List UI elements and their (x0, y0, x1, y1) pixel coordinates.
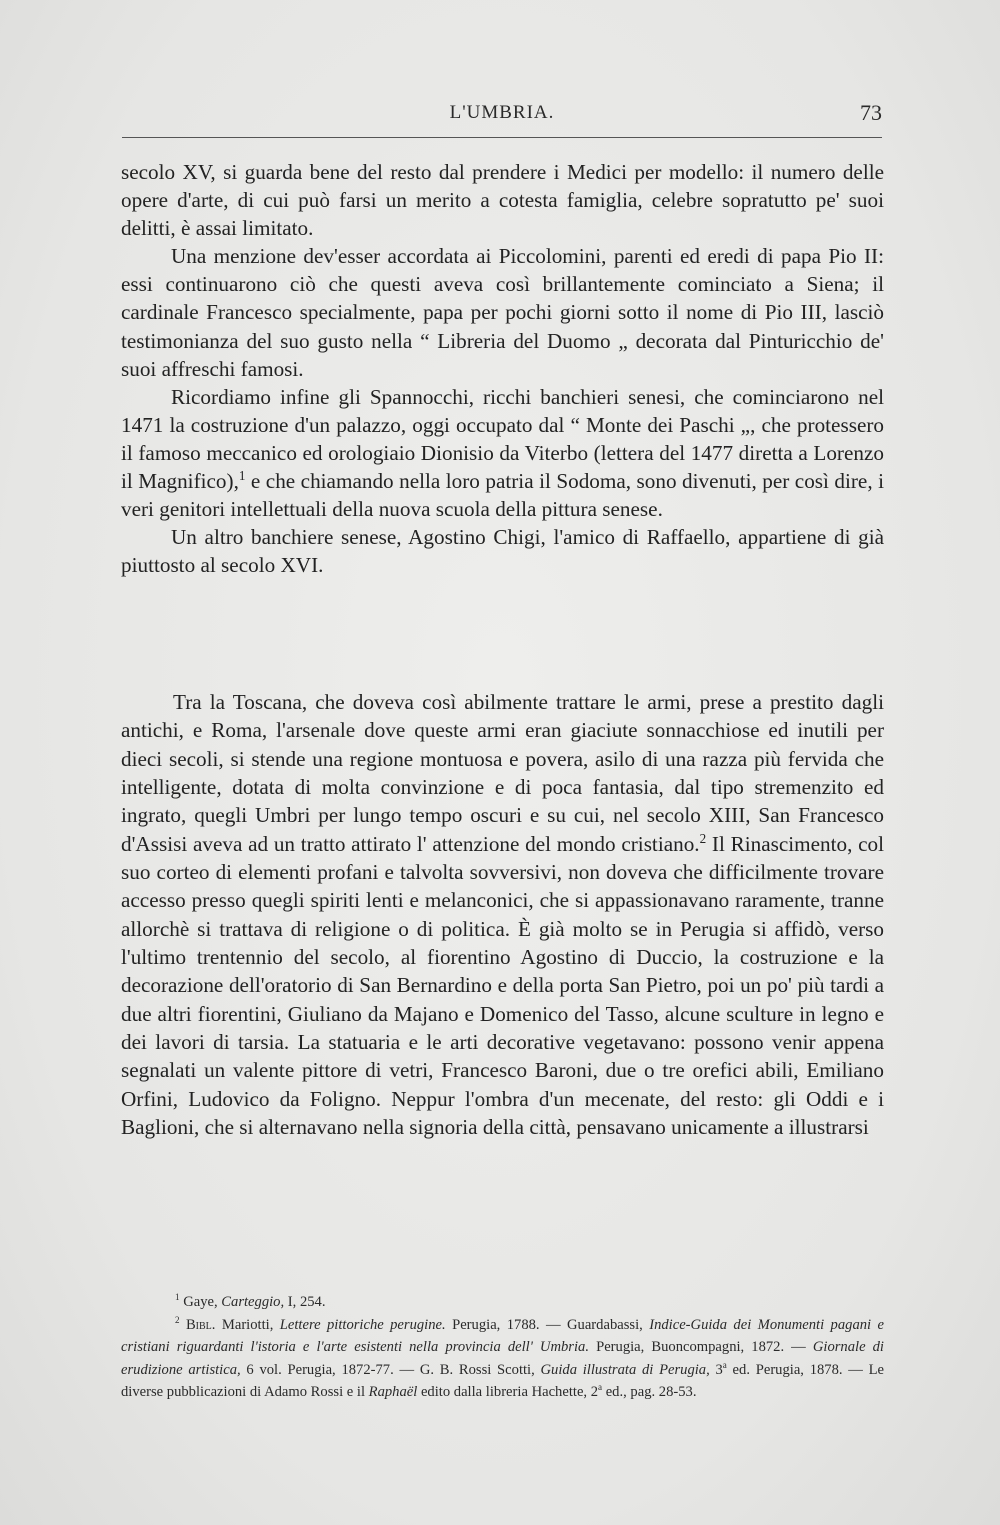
paragraph-text: Il Rinascimento, col suo corteo di elementi profani e talvolta sovversivi, non doveva che difficilmente trovare accesso presso quegli spiriti lenti e melanconici, che si appassionavano raramente, tranne allorchè si trattava di religione o di politica. È già molto se in Perugia si affidò, verso l'ultimo trentennio del secolo, al fiorentino Agostino di Duccio, la costruzione e la decorazione dell'oratorio di San Bernardino e della porta San Pietro, poi un po' più tardi a due altri fiorentini, Giuliano da Majano e Domenico del Tasso, alcune sculture in legno e dei lavori di tarsia. La statuaria e le arti decorative vegetavano: possono venir appena segnalati un valente pittore di vetri, Francesco Baroni, due o tre orefici abili, Emiliano Orfini, Ludovico da Foligno. Neppur l'ombra d'un mecenate, del resto: gli Oddi e i Baglioni, che si alternavano nella signoria della città, pensavano unicamente a illustrarsi (121, 831, 885, 1140)
footnote-text: 3 (709, 1361, 723, 1378)
footnote-title: Lettere pittoriche perugine. (279, 1316, 446, 1333)
footnote-ref: 1 (238, 467, 246, 483)
running-title: L'UMBRIA. (449, 102, 555, 123)
footnote-2 (121, 1314, 884, 1404)
umbria-section (121, 688, 884, 1142)
footnote-text: Perugia, 1788. — Guardabassi, (445, 1316, 650, 1333)
paragraph-umbria (121, 688, 884, 1142)
footnote-text: ed. Perugia, 1878. — Le diverse pubblicazioni di Adamo Rossi e il (121, 1361, 884, 1400)
page-number: 73 (860, 100, 882, 125)
footnote-title: Indice-Guida dei Monumenti pagani e cristiani riguardanti l'istoria e l'arte esistenti nella provincia dell' Umbria. (121, 1316, 884, 1355)
footnote-sup: a (598, 1382, 603, 1393)
paragraph-text: Tra la Toscana, che doveva così abilmente trattare le armi, prese a prestito dagli antichi, e Roma, l'arsenale dove queste armi eran giaciute sonnacchiose ed inutili per dieci secoli, si stende una regione montuosa e povera, asilo di una razza più fervida che intelligente, dotata di molta convinzione e di poca fantasia, dal tipo stremenzito ed ingrato, quegli Umbri per lungo tempo oscuri e su cui, nel secolo XIII, San Francesco d'Assisi aveva ad un tratto attirato l' attenzione del mondo cristiano. (121, 690, 884, 856)
footnote-sup: a (722, 1359, 727, 1370)
footnote-text: I, 254. (287, 1294, 326, 1310)
footnote-mark: 1 (175, 1292, 180, 1303)
footnote-title: Carteggio, (221, 1294, 285, 1310)
footnotes (121, 1291, 884, 1404)
page-header (122, 96, 882, 130)
paragraph-spannocchi (121, 383, 884, 523)
paragraph-continuation: secolo XV, si guarda bene del resto dal prendere i Medici per modello: il numero delle opere d'arte, di cui può farsi un merito a cotesta famiglia, celebre sopratutto pe' suoi delitti, è assai limitato. (121, 160, 884, 241)
paragraph-piccolomini: Una menzione dev'esser accordata ai Piccolomini, parenti ed eredi di papa Pio II: essi continuarono ciò che questi aveva così brillantemente cominciato a Siena; il cardinale Francesco specialmente, papa per pochi giorni sotto il nome di Pio III, lasciò testimonianza del suo gusto nella “ Libreria del Duomo „ decorata dal Pinturicchio de' suoi affreschi famosi. (121, 244, 884, 381)
footnote-mark: 2 (175, 1314, 180, 1325)
paragraph-chigi: Un altro banchiere senese, Agostino Chigi, l'amico di Raffaello, appartiene di già piuttosto al secolo XVI. (121, 525, 884, 578)
footnote-author: Gaye, (183, 1294, 218, 1310)
paragraph-text: Ricordiamo infine gli Spannocchi, ricchi banchieri senesi, che cominciarono nel 1471 la costruzione d'un palazzo, oggi occupato dal “ Monte dei Paschi „, che protessero il famoso meccanico ed orologiaio Dionisio da Viterbo (lettera del 1477 diretta a Lorenzo il Magnifico), (121, 384, 884, 494)
footnote-title: Raphaël (368, 1384, 418, 1400)
footnote-1 (121, 1291, 884, 1314)
paragraph-text: e che chiamando nella loro patria il Sodoma, sono divenuti, per così dire, i veri genitori intellettuali della nuova scuola della pittura senese. (121, 469, 884, 522)
footnote-text: 6 vol. Perugia, 1872-77. — G. B. Rossi Scotti, (240, 1361, 541, 1378)
footnote-text: edito dalla libreria Hachette, 2 (417, 1384, 599, 1400)
footnote-ref: 2 (699, 830, 707, 846)
footnote-text: Perugia, Buoncompagni, 1872. — (589, 1339, 813, 1355)
footnote-bibl: Bibl. (185, 1316, 216, 1333)
header-rule (122, 137, 882, 138)
main-text-block (121, 158, 884, 579)
footnote-text: ed., pag. 28-53. (602, 1384, 697, 1400)
footnote-text: Mariotti, (215, 1316, 280, 1333)
footnote-title: Guida illustrata di Perugia, (540, 1361, 710, 1378)
footnote-title: Giornale di erudizione artistica, (121, 1339, 884, 1378)
